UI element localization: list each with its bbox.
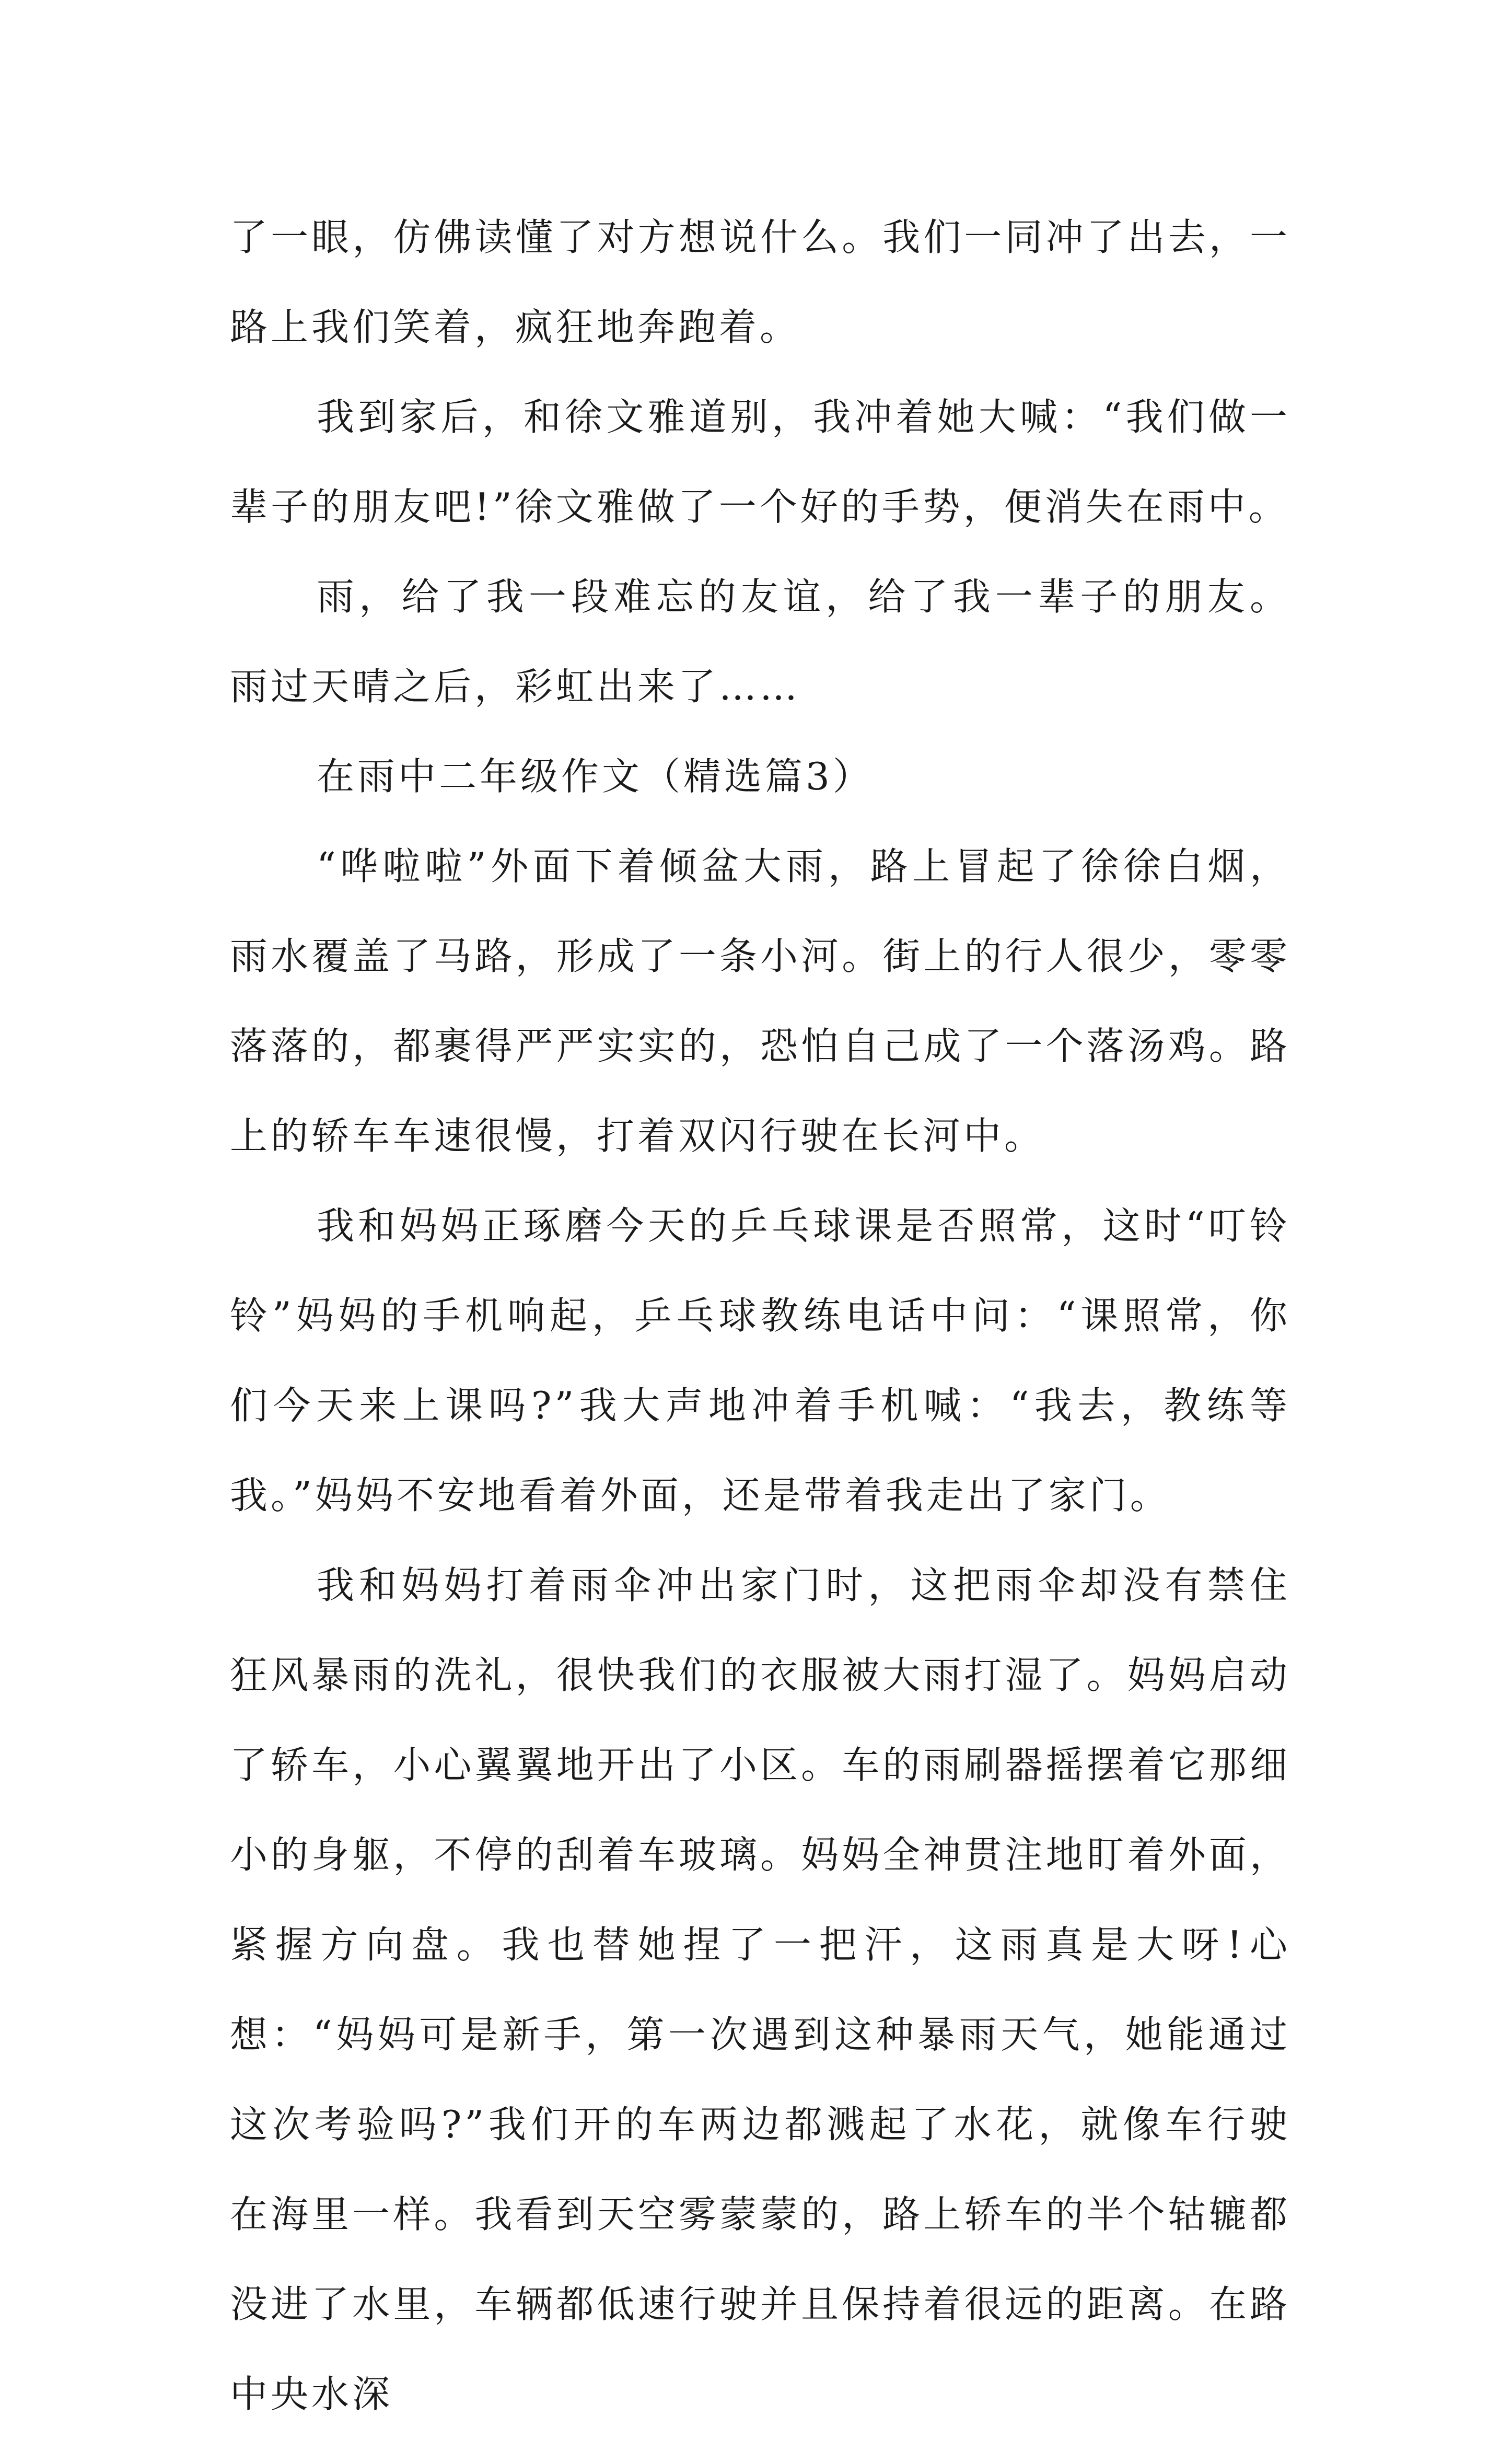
section-heading: 在雨中二年级作文（精选篇3） [317,754,874,798]
document-body [230,192,1290,2439]
paragraph-1: 了一眼，仿佛读懂了对方想说什么。我们一同冲了出去，一路上我们笑着，疯狂地奔跑着。 [230,215,1290,349]
paragraph-4: “哗啦啦”外面下着倾盆大雨，路上冒起了徐徐白烟，雨水覆盖了马路，形成了一条小河。街上的行人很少，零零落落的，都裹得严严实实的，恐怕自己成了一个落汤鸡。路上的轿车车速很慢，打着双闪行驶在长河中。 [230,844,1290,1158]
paragraph-6: 我和妈妈打着雨伞冲出家门时，这把雨伞却没有禁住狂风暴雨的洗礼，很快我们的衣服被大雨打湿了。妈妈启动了轿车，小心翼翼地开出了小区。车的雨刷器摇摆着它那细小的身躯，不停的刮着车玻璃。妈妈全神贯注地盯着外面，紧握方向盘。我也替她捏了一把汗，这雨真是大呀!心想：“妈妈可是新手，第一次遇到这种暴雨天气，她能通过这次考验吗?”我们开的车两边都溅起了水花，就像车行驶在海里一样。我看到天空雾蒙蒙的，路上轿车的半个轱辘都没进了水里，车辆都低速行驶并且保持着很远的距离。在路中央水深 [230,1563,1290,2416]
paragraph-2: 我到家后，和徐文雅道别，我冲着她大喊：“我们做一辈子的朋友吧!”徐文雅做了一个好的手势，便消失在雨中。 [230,395,1290,529]
paragraph-5: 我和妈妈正琢磨今天的乒乓球课是否照常，这时“叮铃铃”妈妈的手机响起，乒乓球教练电话中问：“课照常，你们今天来上课吗?”我大声地冲着手机喊：“我去，教练等我。”妈妈不安地看着外面，还是带着我走出了家门。 [230,1204,1290,1517]
paragraph-3: 雨，给了我一段难忘的友谊，给了我一辈子的朋友。雨过天晴之后，彩虹出来了…… [230,575,1290,709]
